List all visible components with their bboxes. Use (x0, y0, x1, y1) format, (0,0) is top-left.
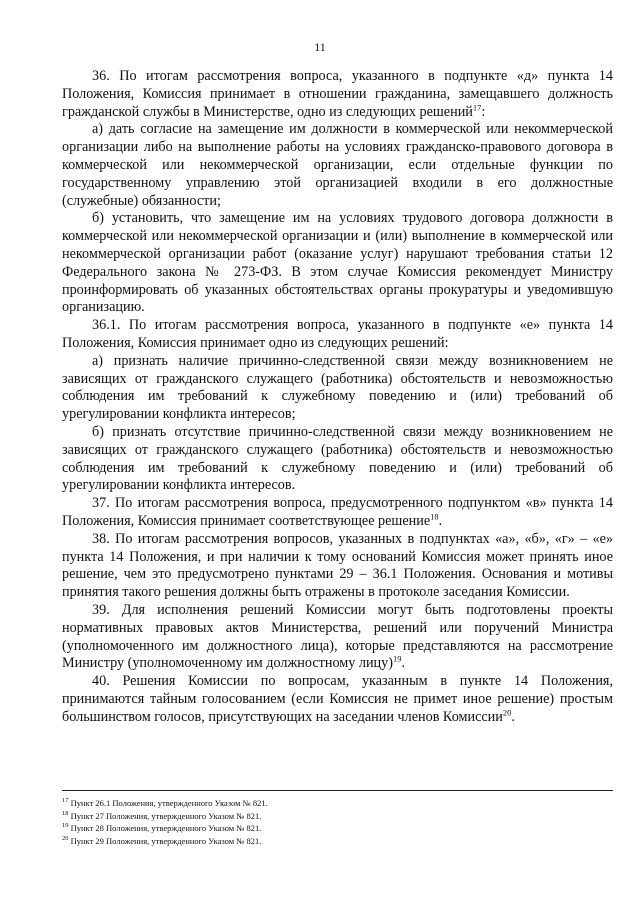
paragraph-36-1-a: а) признать наличие причинно-следственной связи между возникновением не зависящих от гражданского служащего (работника) обстоятельств и невозможностью соблюдения им требований к служебному поведению и (или) требований об урегулировании конфликта интересов; (62, 352, 613, 423)
paragraph-36-b: б) установить, что замещение им на условиях трудового договора должности в коммерческой или некоммерческой организации и (или) выполнение в коммерческой или некоммерческой организации работ (оказание услуг) нарушают требования статьи 12 Федерального закона № 273-ФЗ. В этом случае Комиссия рекомендует Министру проинформировать об указанных обстоятельствах органы прокуратуры и уведомившую организацию. (62, 210, 613, 316)
paragraph-39: 39. Для исполнения решений Комиссии могут быть подготовлены проекты нормативных правовых актов Министерства, решений или поручений Министра (уполномоченного им должностного лица), которые представляются на рассмотрение Министру (уполномоченному им должностному лицу)$^{19}$. (62, 601, 613, 672)
footnote: $^{20}$ Пункт 29 Положения, утвержденного Указом № 821. (62, 834, 262, 846)
paragraph-36-1: 36.1. По итогам рассмотрения вопроса, указанного в подпункте «е» пункта 14 Положения, Комиссия принимает одно из следующих решений: (62, 317, 613, 351)
paragraph-40: 40. Решения Комиссии по вопросам, указанным в пункте 14 Положения, принимаются тайным голосованием (если Комиссия не примет иное решение) простым большинством голосов, присутствующих на заседании членов Комиссии$^{20}$. (62, 673, 613, 725)
paragraph-36-a: а) дать согласие на замещение им должности в коммерческой или некоммерческой организации либо на выполнение работы на условиях гражданско-правового договора в коммерческой или некоммерческой организации, если отдельные функции по государственному управлению этой организацией входили в его должностные (служебные) обязанности; (62, 121, 613, 209)
footnote: $^{19}$ Пункт 28 Положения, утвержденного Указом № 821. (62, 822, 262, 833)
footnote-ref: 17 (472, 101, 482, 112)
page-number: 11 (314, 40, 326, 54)
document-body (62, 68, 613, 726)
paragraph-38: 38. По итогам рассмотрения вопросов, указанных в подпунктах «а», «б», «г» – «е» пункта 14 Положения, и при наличии к тому оснований Комиссия может принять иное решение, чем это предусмотрено пунктами 29 – 36.1 Положения. Основания и мотивы принятия такого решения должны быть отражены в протоколе заседания Комиссии. (62, 530, 613, 601)
footnote-ref: 20 (502, 706, 512, 717)
footnotes (62, 790, 613, 847)
paragraph-37: 37. По итогам рассмотрения вопроса, предусмотренного подпунктом «в» пункта 14 Положения, Комиссия принимает соответствующее решение$^{18}$. (62, 495, 613, 529)
paragraph-36-1-b: б) признать отсутствие причинно-следственной связи между возникновением не зависящих от гражданского служащего (работника) обстоятельств и невозможностью соблюдения им требований к служебному поведению и (или) требований об урегулировании конфликта интересов. (62, 423, 613, 494)
footnote: $^{17}$ Пункт 26.1 Положения, утвержденного Указом № 821. (62, 797, 268, 808)
footnote-ref: 18 (430, 511, 439, 522)
paragraph-36: 36. По итогам рассмотрения вопроса, указанного в подпункте «д» пункта 14 Положения, Комиссия принимает в отношении гражданина, замещавшего должность гражданской службы в Министерстве, одно из следующих решений$^{17}$: (62, 68, 613, 120)
footnote-ref: 19 (392, 653, 402, 664)
footnote: $^{18}$ Пункт 27 Положения, утвержденного Указом № 821. (62, 809, 262, 821)
